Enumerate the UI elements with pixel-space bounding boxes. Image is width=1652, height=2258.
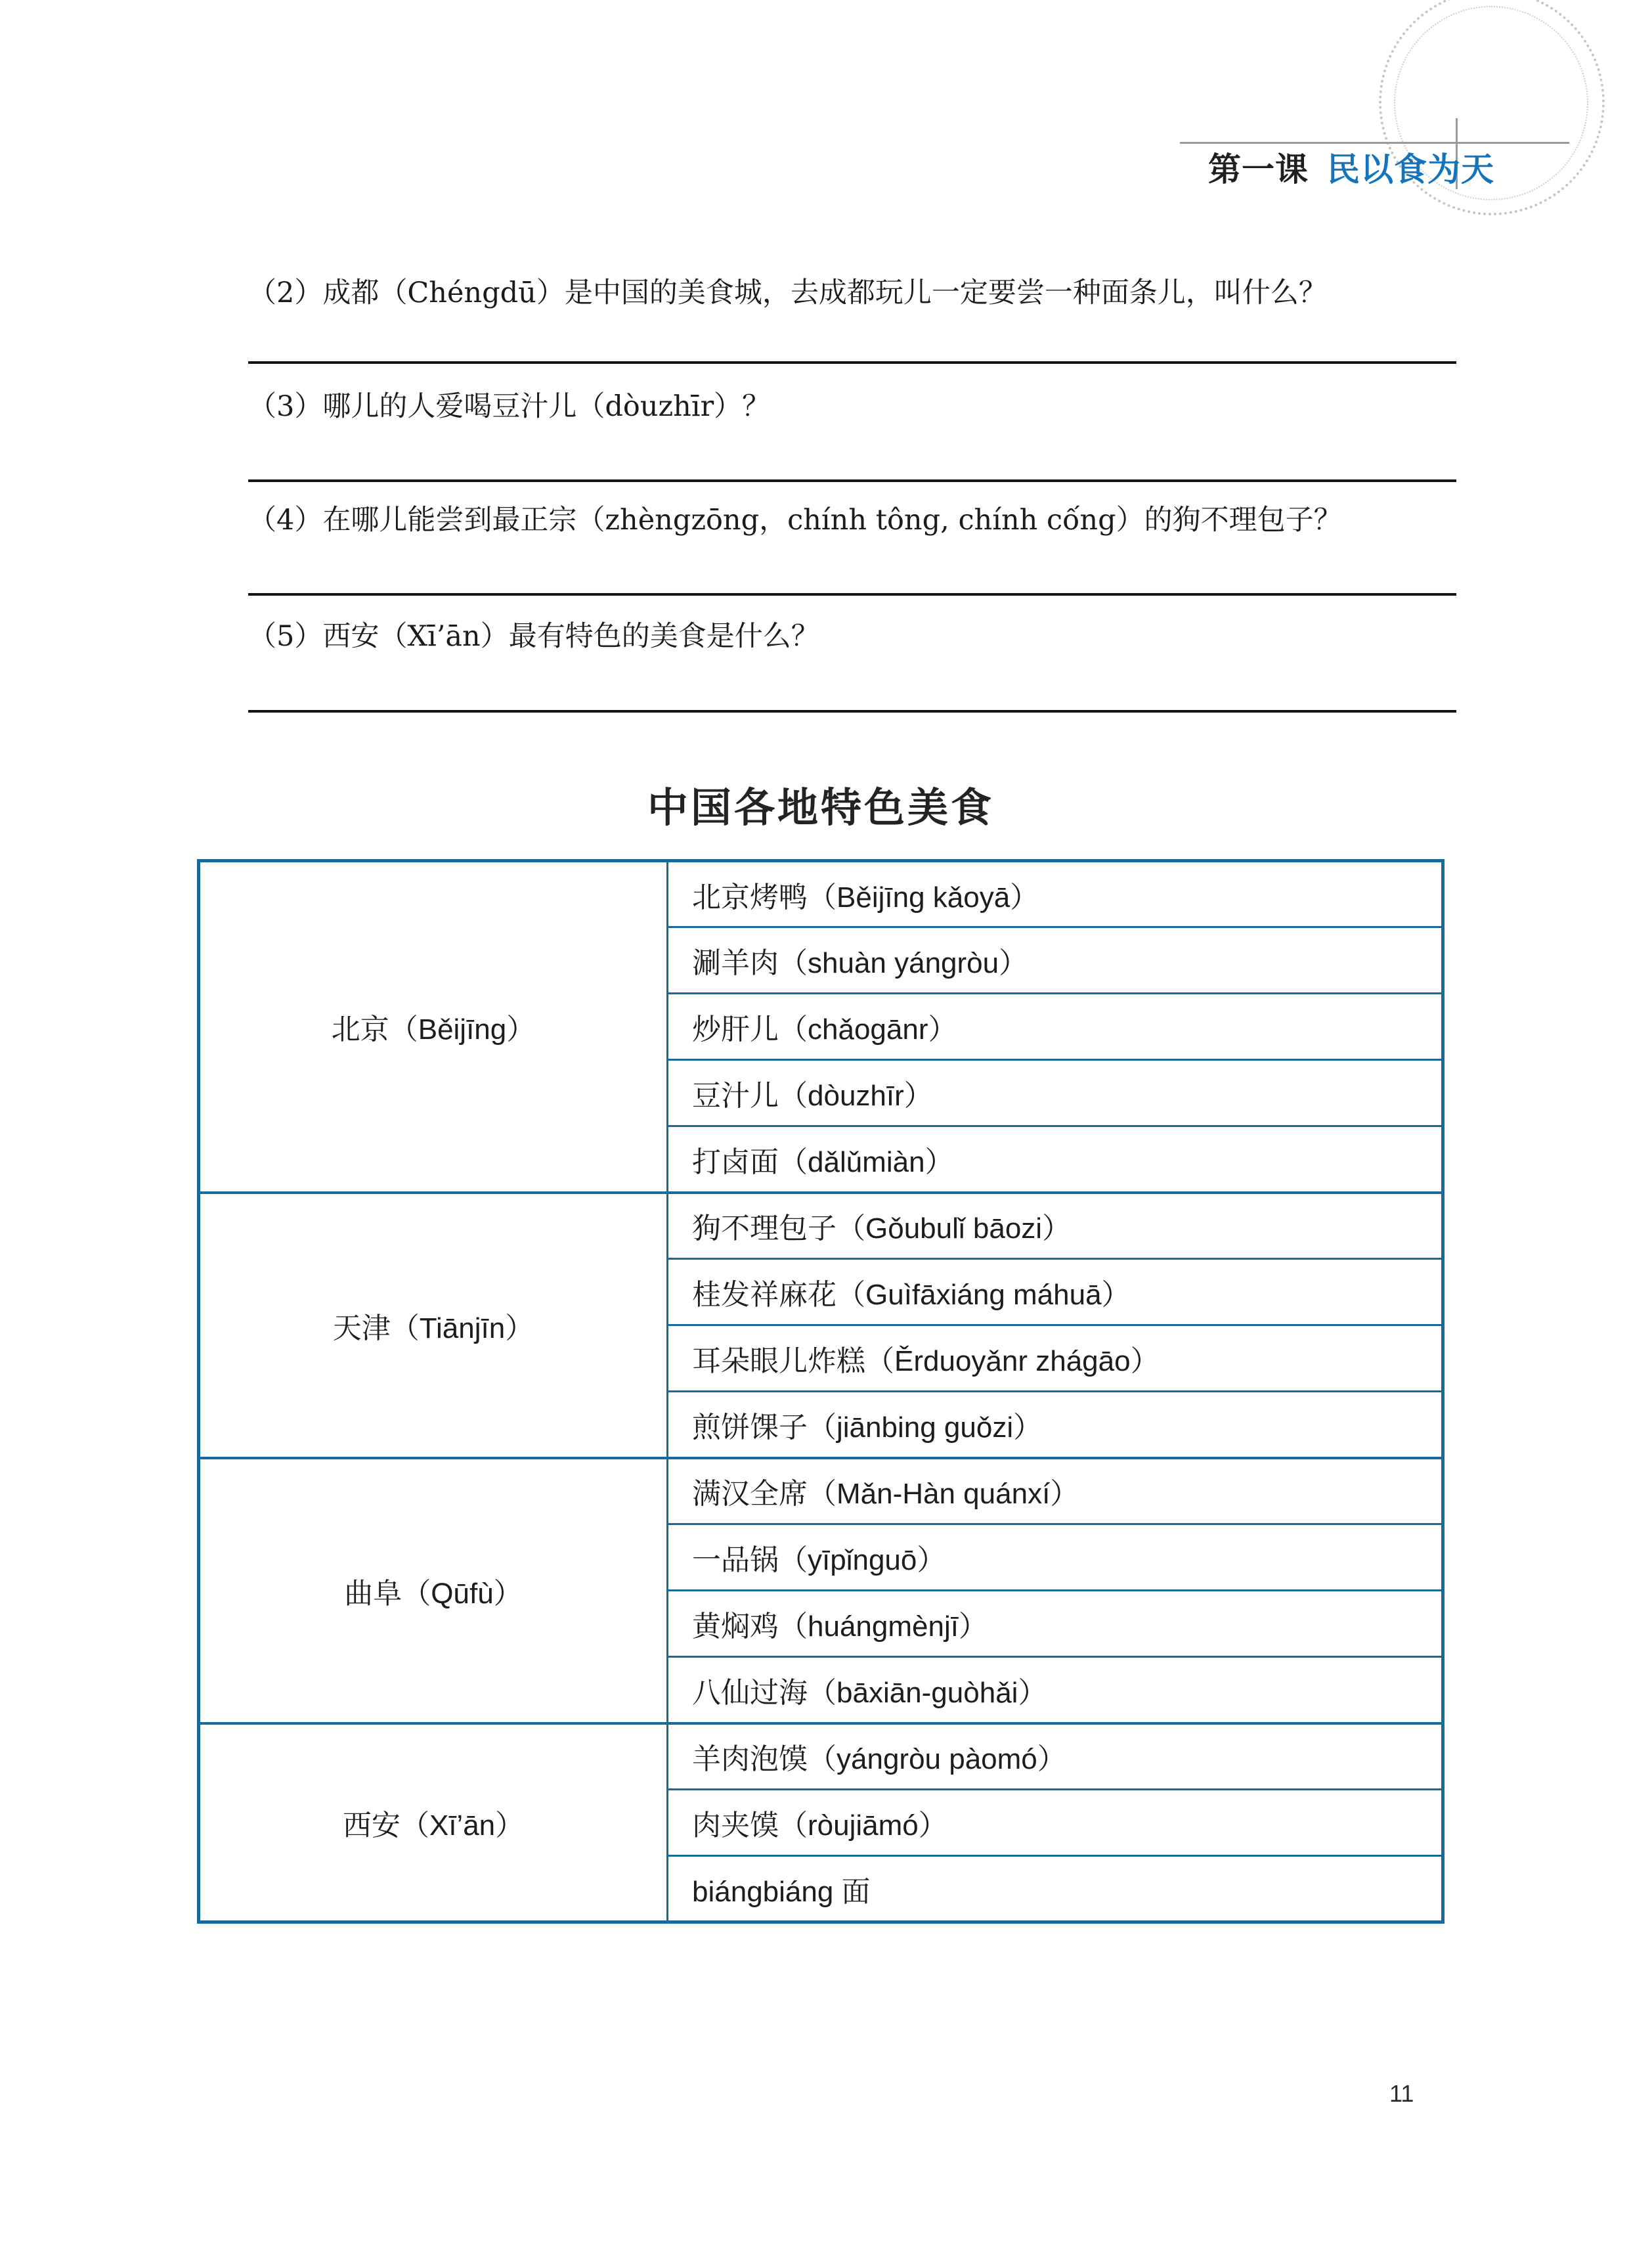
food-cell: 打卤面（dǎlǔmiàn） bbox=[668, 1126, 1443, 1193]
specialty-foods-table bbox=[197, 859, 1445, 1924]
food-cell: 羊肉泡馍（yángròu pàomó） bbox=[668, 1723, 1443, 1790]
answer-line-5 bbox=[248, 710, 1456, 713]
food-cell: 涮羊肉（shuàn yángròu） bbox=[668, 927, 1443, 994]
food-cell: 肉夹馍（ròujiāmó） bbox=[668, 1790, 1443, 1856]
answer-line-2 bbox=[248, 361, 1456, 364]
food-cell: biángbiáng 面 bbox=[668, 1856, 1443, 1922]
food-cell: 狗不理包子（Gǒubulǐ bāozi） bbox=[668, 1193, 1443, 1259]
food-cell: 炒肝儿（chǎogānr） bbox=[668, 994, 1443, 1060]
food-cell: 一品锅（yīpǐnguō） bbox=[668, 1524, 1443, 1591]
table-row bbox=[199, 1723, 1443, 1790]
food-cell: 耳朵眼儿炸糕（Ěrduoyǎnr zhágāo） bbox=[668, 1325, 1443, 1392]
food-cell: 黄焖鸡（huángmènjī） bbox=[668, 1591, 1443, 1657]
table-row bbox=[199, 1458, 1443, 1524]
food-cell: 桂发祥麻花（Guìfāxiáng máhuā） bbox=[668, 1259, 1443, 1325]
question-2: （2）成都（Chéngdū）是中国的美食城，去成都玩儿一定要尝一种面条儿，叫什么？ bbox=[248, 277, 1327, 309]
lesson-number: 第一课 bbox=[1208, 151, 1309, 188]
table-title: 中国各地特色美食 bbox=[647, 786, 994, 831]
city-cell-beijing: 北京（Běijīng） bbox=[199, 861, 668, 1193]
city-cell-tianjin: 天津（Tiānjīn） bbox=[199, 1193, 668, 1458]
food-cell: 北京烤鸭（Běijīng kǎoyā） bbox=[668, 861, 1443, 927]
food-cell: 八仙过海（bāxiān-guòhǎi） bbox=[668, 1657, 1443, 1723]
page-header bbox=[1208, 153, 1494, 186]
city-cell-xian: 西安（Xī’ān） bbox=[199, 1723, 668, 1922]
answer-line-4 bbox=[248, 593, 1456, 596]
answer-line-3 bbox=[248, 479, 1456, 482]
header-horizontal-rule bbox=[1180, 142, 1569, 144]
food-cell: 豆汁儿（dòuzhīr） bbox=[668, 1060, 1443, 1126]
page-number: 11 bbox=[1389, 2080, 1414, 2107]
table-row bbox=[199, 861, 1443, 927]
table-row bbox=[199, 1193, 1443, 1259]
food-cell: 满汉全席（Mǎn-Hàn quánxí） bbox=[668, 1458, 1443, 1524]
city-cell-qufu: 曲阜（Qūfù） bbox=[199, 1458, 668, 1723]
lesson-title: 民以食为天 bbox=[1327, 151, 1494, 188]
question-3: （3）哪儿的人爱喝豆汁儿（dòuzhīr）？ bbox=[248, 390, 771, 423]
food-cell: 煎饼馃子（jiānbing guǒzi） bbox=[668, 1392, 1443, 1458]
question-5: （5）西安（Xī’ān）最有特色的美食是什么？ bbox=[248, 620, 819, 653]
question-4: （4）在哪儿能尝到最正宗（zhèngzōng，chính tông, chính cống）的狗不理包子？ bbox=[248, 504, 1342, 537]
